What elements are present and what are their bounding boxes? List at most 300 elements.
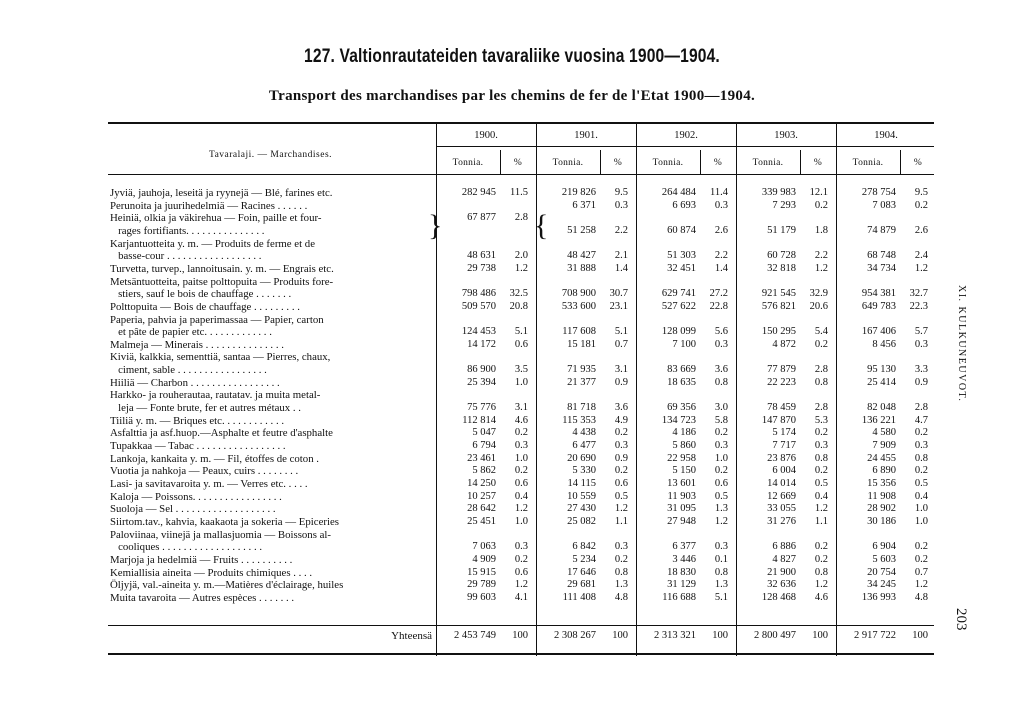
total-tonnia-value: 2 800 497: [754, 630, 796, 641]
percent-value: 0.8: [814, 376, 828, 388]
percent-value: 5.4: [814, 326, 828, 338]
total-percent-value: 100: [612, 630, 628, 641]
percent-value: 0.2: [914, 465, 928, 477]
percent-value: 4.6: [514, 414, 528, 426]
total-percent-value: 100: [512, 630, 528, 641]
tonnia-value: 18 635: [667, 376, 696, 388]
percent-value: 0.3: [614, 440, 628, 451]
percent-value: 1.3: [714, 503, 728, 515]
percent-value: 0.9: [914, 376, 928, 388]
percent-value: 20.6: [809, 300, 828, 312]
tonnia-value: 4 827: [772, 553, 796, 565]
tonnia-value: 264 484: [661, 187, 696, 198]
percent-value: 1.2: [614, 503, 628, 515]
header-bottom-rule: [108, 174, 934, 175]
page-title: 127. Valtionrautateiden tavaraliike vuosina 1900—1904.: [304, 46, 720, 67]
tonnia-value: 116 688: [662, 591, 696, 603]
tonnia-value: 14 172: [467, 338, 496, 350]
percent-value: 0.2: [814, 541, 828, 553]
tonnia-value: 649 783: [861, 300, 896, 312]
tonnia-value: 27 430: [567, 503, 596, 515]
percent-value: 0.3: [914, 440, 928, 451]
percent-header: %: [613, 158, 623, 168]
percent-value: 1.4: [614, 262, 628, 274]
tonnia-value: 24 455: [867, 452, 896, 464]
percent-value: 3.1: [514, 402, 528, 414]
percent-value: 0.2: [814, 338, 828, 350]
percent-value: 0.7: [914, 566, 928, 578]
total-tonnia-value: 2 308 267: [554, 630, 596, 641]
percent-value: 0.8: [714, 376, 728, 388]
tonnia-value: 34 245: [867, 579, 896, 591]
tonnia-value: 11 908: [867, 490, 896, 502]
percent-value: 22.8: [709, 300, 728, 312]
percent-value: 1.2: [514, 579, 528, 591]
percent-value: 4.1: [514, 591, 528, 603]
side-chapter-text: XI. KULKUNEUVOT.: [956, 285, 967, 403]
percent-value: 22.3: [909, 300, 928, 312]
percent-value: 2.6: [714, 224, 728, 236]
percent-value: 0.2: [814, 427, 828, 439]
tonnia-value: 34 734: [867, 262, 896, 274]
page-subtitle: Transport des marchandises par les chemins de fer de l'Etat 1900—1904.: [268, 88, 756, 104]
tonnia-value: 69 356: [667, 402, 696, 414]
row-description: Paloviinaa, viinejä ja mallasjuomia — Boissons al-: [110, 528, 331, 541]
total-tonnia-value: 2 917 722: [854, 630, 896, 641]
percent-value: 5.1: [614, 326, 628, 338]
percent-value: 1.0: [914, 515, 928, 527]
percent-value: 5.6: [714, 326, 728, 338]
total-tonnia-value: 2 313 321: [654, 630, 696, 641]
tonnia-value: 74 879: [867, 224, 896, 236]
percent-value: 0.8: [814, 566, 828, 578]
tonnia-value: 67 877: [467, 212, 496, 224]
percent-value: 0.2: [614, 553, 628, 565]
tonnia-value: 60 874: [667, 224, 696, 236]
percent-value: 1.3: [714, 579, 728, 591]
tonnia-value: 117 608: [562, 326, 596, 338]
percent-value: 3.1: [614, 364, 628, 376]
percent-value: 0.6: [614, 477, 628, 489]
total-percent-value: 100: [812, 630, 828, 641]
tonnia-value: 31 129: [667, 579, 696, 591]
tonnia-value: 32 818: [767, 262, 796, 274]
percent-value: 0.4: [814, 490, 828, 502]
percent-value: 3.6: [614, 402, 628, 414]
tonnia-value: 6 377: [672, 541, 696, 553]
row-description: rages fortifiants. . . . . . . . . . . . . . .: [110, 224, 265, 237]
percent-value: 27.2: [709, 288, 728, 300]
percent-value: 1.1: [614, 515, 628, 527]
tonnia-value: 25 082: [567, 515, 596, 527]
tonnia-value: 7 063: [472, 541, 496, 553]
row-description: Muita tavaroita — Autres espèces . . . . . . .: [110, 591, 295, 604]
percent-value: 4.7: [914, 414, 928, 426]
tonnia-value: 33 055: [767, 503, 796, 515]
tonnia-value: 48 631: [467, 250, 496, 262]
tonnia-value: 21 900: [767, 566, 796, 578]
percent-value: 2.4: [914, 250, 928, 262]
row-description: Perunoita ja juurihedelmiä — Racines . . . . . .: [110, 199, 308, 212]
tonnia-value: 13 601: [667, 477, 696, 489]
percent-header: %: [913, 158, 923, 168]
percent-header: %: [513, 158, 523, 168]
year-header: 1900.: [474, 130, 498, 141]
tonnia-value: 5 047: [472, 427, 496, 439]
percent-value: 0.3: [714, 199, 728, 211]
percent-value: 0.2: [914, 427, 928, 439]
tonnia-value: 339 983: [761, 187, 796, 198]
percent-value: 3.6: [714, 364, 728, 376]
percent-value: 1.0: [714, 452, 728, 464]
table-top-rule: [108, 122, 934, 124]
tonnia-value: 7 293: [772, 199, 796, 211]
row-description: Lasi- ja savitavaroita y. m. — Verres etc. . . . .: [110, 477, 308, 490]
tonnia-value: 15 915: [467, 566, 496, 578]
percent-value: 1.2: [514, 262, 528, 274]
percent-value: 5.1: [514, 326, 528, 338]
percent-value: 32.5: [509, 288, 528, 300]
tonnia-value: 86 900: [467, 364, 496, 376]
percent-value: 0.2: [914, 553, 928, 565]
percent-value: 5.7: [914, 326, 928, 338]
row-description: Malmeja — Minerais . . . . . . . . . . . . . . .: [110, 338, 284, 351]
total-label: Yhteensä: [391, 630, 432, 642]
tonnia-value: 48 427: [567, 250, 596, 262]
percent-value: 1.0: [514, 452, 528, 464]
tonnia-value: 708 900: [561, 288, 596, 300]
percent-value: 1.2: [514, 503, 528, 515]
percent-value: 0.5: [914, 477, 928, 489]
year-header: 1901.: [574, 130, 598, 141]
tonnia-value: 25 451: [467, 515, 496, 527]
percent-value: 20.8: [509, 300, 528, 312]
tonnia-value: 128 099: [661, 326, 696, 338]
tonnia-value: 11 903: [667, 490, 696, 502]
tonnia-value: 111 408: [562, 591, 596, 603]
tonnia-value: 23 461: [467, 452, 496, 464]
row-description: Heiniä, olkia ja väkirehua — Foin, paille et four-: [110, 212, 322, 225]
percent-value: 1.8: [814, 224, 828, 236]
tonnia-value: 14 115: [567, 477, 596, 489]
percent-value: 4.8: [914, 591, 928, 603]
percent-value: 0.4: [914, 490, 928, 502]
tonnia-value: 278 754: [861, 187, 896, 198]
percent-value: 0.2: [514, 465, 528, 477]
percent-value: 0.2: [714, 427, 728, 439]
tonnia-value: 27 948: [667, 515, 696, 527]
tonnia-value: 136 221: [861, 414, 896, 426]
tonnia-value: 7 083: [872, 199, 896, 211]
percent-value: 4.9: [614, 414, 628, 426]
percent-value: 5.8: [714, 414, 728, 426]
tonnia-value: 21 377: [567, 376, 596, 388]
percent-value: 1.0: [914, 503, 928, 515]
tonnia-value: 115 353: [562, 414, 596, 426]
row-description: Asfalttia ja asf.huop.—Asphalte et feutre d'asphalte: [110, 427, 333, 440]
tonnia-value: 128 468: [761, 591, 796, 603]
tonnia-value: 134 723: [661, 414, 696, 426]
tonnia-value: 32 636: [767, 579, 796, 591]
tonnia-value: 60 728: [767, 250, 796, 262]
row-description: Suoloja — Sel . . . . . . . . . . . . . . . . . . .: [110, 503, 276, 516]
percent-header: %: [713, 158, 723, 168]
row-description: Lankoja, kankaita y. m. — Fil, étoffes de coton .: [110, 452, 319, 465]
tonnia-value: 150 295: [761, 326, 796, 338]
percent-value: 2.0: [514, 250, 528, 262]
row-description: Hiiliä — Charbon . . . . . . . . . . . . . . . . .: [110, 376, 280, 389]
percent-value: 1.1: [814, 515, 828, 527]
row-description: Tupakkaa — Tabac . . . . . . . . . . . . . . . . .: [110, 440, 286, 452]
percent-value: 30.7: [609, 288, 628, 300]
tonnia-value: 51 179: [767, 224, 796, 236]
tonnia-value: 75 776: [467, 402, 496, 414]
tonnia-value: 5 234: [572, 553, 596, 565]
tonnia-header: Tonnia.: [452, 158, 484, 168]
percent-value: 0.5: [714, 490, 728, 502]
row-description: et pâte de papier etc. . . . . . . . . . . . .: [110, 326, 272, 339]
percent-value: 12.1: [809, 187, 828, 198]
percent-value: 32.9: [809, 288, 828, 300]
percent-value: 1.2: [914, 262, 928, 274]
tonnia-value: 83 669: [667, 364, 696, 376]
tonnia-value: 30 186: [867, 515, 896, 527]
tonnia-value: 167 406: [861, 326, 896, 338]
percent-value: 0.2: [514, 553, 528, 565]
tonnia-value: 31 095: [667, 503, 696, 515]
row-description: Marjoja ja hedelmiä — Fruits . . . . . . . . . .: [110, 553, 293, 566]
tonnia-value: 28 642: [467, 503, 496, 515]
percent-value: 0.2: [814, 553, 828, 565]
tonnia-value: 921 545: [761, 288, 796, 300]
tonnia-value: 576 821: [761, 300, 796, 312]
tonnia-value: 17 646: [567, 566, 596, 578]
tonnia-header: Tonnia.: [652, 158, 684, 168]
tonnia-value: 509 570: [461, 300, 496, 312]
row-description: leja — Fonte brute, fer et autres métaux . .: [110, 402, 301, 415]
tonnia-value: 4 438: [572, 427, 596, 439]
tonnia-value: 15 356: [867, 477, 896, 489]
tonnia-value: 18 830: [667, 566, 696, 578]
tonnia-value: 4 909: [472, 553, 496, 565]
percent-value: 0.9: [614, 452, 628, 464]
percent-value: 0.2: [714, 465, 728, 477]
percent-value: 3.5: [514, 364, 528, 376]
percent-value: 0.3: [514, 541, 528, 553]
tonnia-value: 7 909: [872, 440, 896, 451]
percent-value: 3.0: [714, 402, 728, 414]
percent-value: 1.0: [514, 376, 528, 388]
tonnia-value: 81 718: [567, 402, 596, 414]
tonnia-value: 7 100: [672, 338, 696, 350]
tonnia-value: 77 879: [767, 364, 796, 376]
tonnia-value: 14 014: [767, 477, 796, 489]
tonnia-value: 29 681: [567, 579, 596, 591]
tonnia-value: 798 486: [461, 288, 496, 300]
tonnia-value: 6 886: [772, 541, 796, 553]
percent-value: 0.4: [514, 490, 528, 502]
tonnia-value: 5 150: [672, 465, 696, 477]
tonnia-value: 68 748: [867, 250, 896, 262]
percent-value: 32.7: [909, 288, 928, 300]
row-description: Polttopuita — Bois de chauffage . . . . . . . . .: [110, 300, 300, 313]
percent-value: 0.8: [714, 566, 728, 578]
percent-value: 0.3: [614, 541, 628, 553]
year-divider-rule: [436, 146, 934, 147]
percent-value: 0.1: [714, 553, 728, 565]
row-description: Tiiliä y. m. — Briques etc. . . . . . . . . . . .: [110, 414, 285, 427]
row-description: Kaloja — Poissons. . . . . . . . . . . . . . . . .: [110, 490, 282, 503]
percent-value: 9.5: [614, 187, 628, 198]
percent-value: 2.8: [814, 364, 828, 376]
percent-value: 2.8: [814, 402, 828, 414]
percent-value: 5.3: [814, 414, 828, 426]
percent-value: 1.4: [714, 262, 728, 274]
tonnia-value: 527 622: [661, 300, 696, 312]
page-number: 203: [953, 608, 969, 631]
tonnia-value: 6 693: [672, 199, 696, 211]
percent-value: 11.5: [510, 187, 528, 198]
tonnia-value: 12 669: [767, 490, 796, 502]
tonnia-value: 4 872: [772, 338, 796, 350]
percent-value: 0.5: [814, 477, 828, 489]
percent-value: 23.1: [609, 300, 628, 312]
tonnia-value: 219 826: [561, 187, 596, 198]
percent-value: 2.6: [914, 224, 928, 236]
total-percent-value: 100: [712, 630, 728, 641]
tonnia-value: 51 258: [567, 224, 596, 236]
tonnia-value: 32 451: [667, 262, 696, 274]
tonnia-value: 25 394: [467, 376, 496, 388]
tonnia-value: 112 814: [462, 414, 496, 426]
tonnia-value: 29 789: [467, 579, 496, 591]
percent-value: 0.2: [614, 427, 628, 439]
percent-value: 0.8: [614, 566, 628, 578]
tonnia-value: 8 456: [872, 338, 896, 350]
percent-value: 2.8: [914, 402, 928, 414]
percent-value: 1.2: [814, 503, 828, 515]
tonnia-value: 95 130: [867, 364, 896, 376]
percent-value: 0.2: [814, 465, 828, 477]
tonnia-value: 15 181: [567, 338, 596, 350]
tonnia-value: 282 945: [461, 187, 496, 198]
percent-value: 2.8: [514, 212, 528, 224]
percent-value: 0.8: [914, 452, 928, 464]
percent-value: 0.2: [914, 541, 928, 553]
row-description: Kiviä, kalkkia, sementtiä, santaa — Pierres, chaux,: [110, 351, 331, 364]
tonnia-value: 147 870: [761, 414, 796, 426]
percent-value: 1.3: [614, 579, 628, 591]
row-description: Siirtom.tav., kahvia, kaakaota ja sokeria — Epiceries: [110, 515, 339, 528]
percent-value: 1.2: [814, 579, 828, 591]
percent-value: 0.6: [514, 338, 528, 350]
percent-value: 0.6: [514, 566, 528, 578]
row-description: Metsäntuotteita, paitse polttopuita — Produits fore-: [110, 275, 334, 288]
percent-value: 1.0: [514, 515, 528, 527]
tonnia-value: 6 794: [472, 440, 496, 451]
row-description: Öljyjä, val.-aineita y. m.—Matières d'éclairage, huiles: [110, 579, 344, 592]
row-description: basse-cour . . . . . . . . . . . . . . . . . .: [110, 250, 262, 263]
row-description: Paperia, pahvia ja paperimassaa — Papier, carton: [110, 313, 324, 326]
row-description: Jyviä, jauhoja, leseitä ja ryynejä — Blé, farines etc.: [110, 187, 333, 199]
tonnia-value: 14 250: [467, 477, 496, 489]
percent-value: 0.3: [714, 541, 728, 553]
tonnia-value: 31 276: [767, 515, 796, 527]
tonnia-value: 22 223: [767, 376, 796, 388]
percent-value: 0.8: [814, 452, 828, 464]
tonnia-value: 99 603: [467, 591, 496, 603]
column-header-goods: Tavaralaji. — Marchandises.: [208, 150, 333, 160]
total-top-rule: [108, 625, 934, 626]
tonnia-value: 4 580: [872, 427, 896, 439]
tonnia-value: 6 890: [872, 465, 896, 477]
percent-value: 0.6: [514, 477, 528, 489]
tonnia-value: 10 559: [567, 490, 596, 502]
tonnia-value: 533 600: [561, 300, 596, 312]
row-description: Vuotia ja nahkoja — Peaux, cuirs . . . . . . . .: [110, 465, 299, 478]
tonnia-value: 31 888: [567, 262, 596, 274]
percent-value: 4.6: [814, 591, 828, 603]
row-description: Harkko- ja rouherautaa, rautatav. ja muita metal-: [110, 389, 321, 402]
tonnia-value: 29 738: [467, 262, 496, 274]
tonnia-value: 629 741: [661, 288, 696, 300]
tonnia-header: Tonnia.: [852, 158, 884, 168]
percent-value: 0.2: [614, 465, 628, 477]
tonnia-header: Tonnia.: [752, 158, 784, 168]
row-description: Karjantuotteita y. m. — Produits de ferme et de: [110, 237, 315, 250]
total-percent-value: 100: [912, 630, 928, 641]
row-description: Kemiallisia aineita — Produits chimiques . . . .: [110, 566, 313, 579]
percent-value: 2.2: [614, 224, 628, 236]
percent-value: 0.3: [714, 338, 728, 350]
percent-value: 2.2: [814, 250, 828, 262]
tonnia-value: 6 477: [572, 440, 596, 451]
tonnia-value: 954 381: [861, 288, 896, 300]
row-description: stiers, sauf le bois de chauffage . . . . . . .: [110, 288, 292, 301]
tonnia-value: 5 174: [772, 427, 796, 439]
tonnia-value: 136 993: [861, 591, 896, 603]
tonnia-value: 7 717: [772, 440, 796, 451]
tonnia-value: 20 754: [867, 566, 896, 578]
tonnia-value: 28 902: [867, 503, 896, 515]
percent-value: 0.5: [614, 490, 628, 502]
brace-1901: {: [534, 209, 549, 242]
tonnia-value: 5 860: [672, 440, 696, 451]
percent-value: 0.9: [614, 376, 628, 388]
tonnia-value: 22 958: [667, 452, 696, 464]
percent-value: 5.1: [714, 591, 728, 603]
percent-value: 0.2: [914, 199, 928, 211]
tonnia-value: 6 004: [772, 465, 796, 477]
percent-value: 1.2: [914, 579, 928, 591]
percent-value: 0.6: [714, 477, 728, 489]
percent-value: 4.8: [614, 591, 628, 603]
year-header: 1902.: [674, 130, 698, 141]
percent-value: 3.3: [914, 364, 928, 376]
percent-value: 11.4: [710, 187, 728, 198]
percent-value: 1.2: [714, 515, 728, 527]
tonnia-value: 124 453: [461, 326, 496, 338]
tonnia-value: 82 048: [867, 402, 896, 414]
percent-value: 0.3: [514, 440, 528, 451]
tonnia-value: 25 414: [867, 376, 896, 388]
tonnia-value: 4 186: [672, 427, 696, 439]
percent-value: 2.2: [714, 250, 728, 262]
percent-value: 2.1: [614, 250, 628, 262]
row-description: cooliques . . . . . . . . . . . . . . . . . . .: [110, 541, 263, 554]
percent-header: %: [813, 158, 823, 168]
year-header: 1904.: [874, 130, 898, 141]
